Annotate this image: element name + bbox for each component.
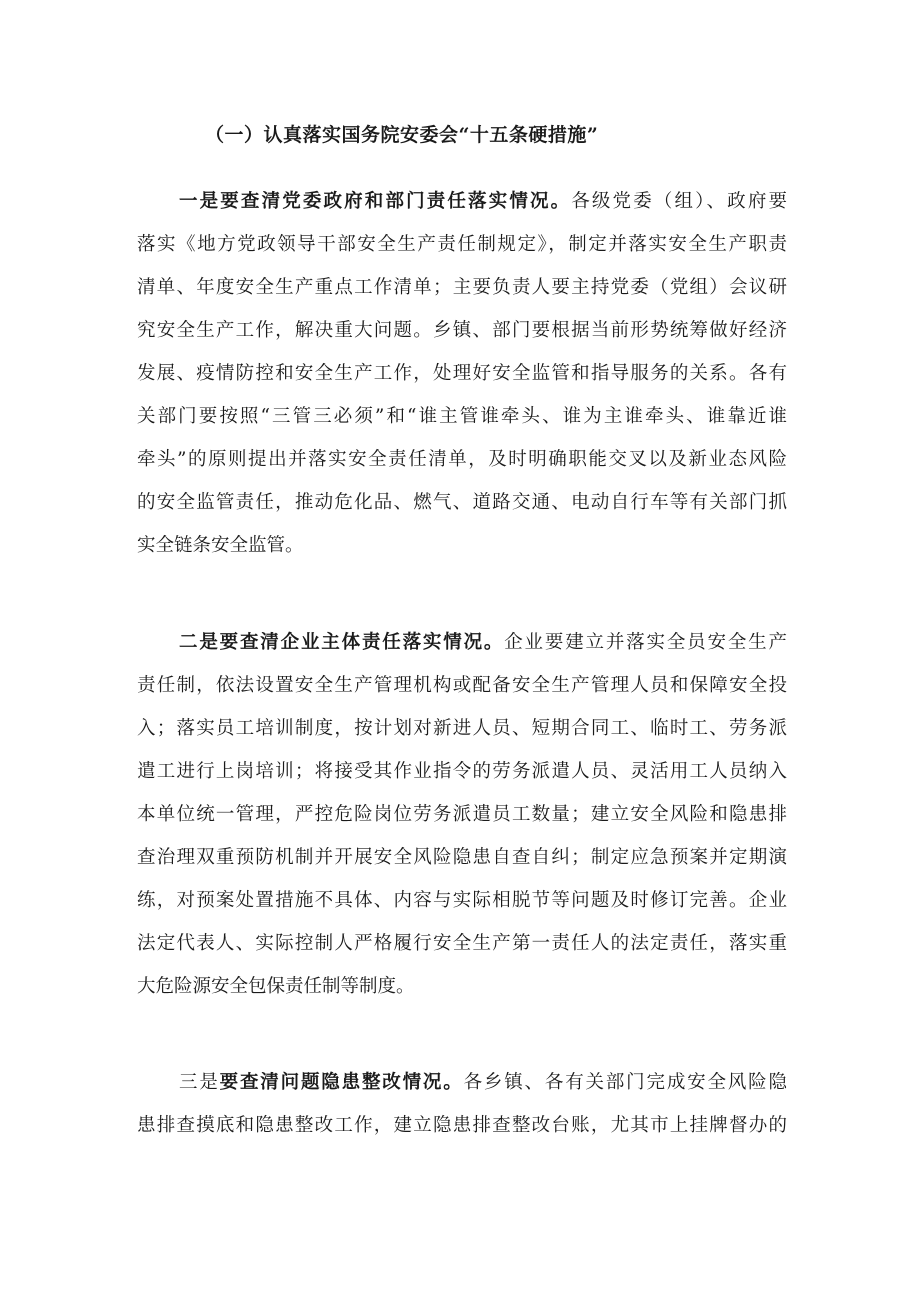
paragraph-line: 患排查摸底和隐患整改工作，建立隐患排查整改台账，尤其市上挂牌督办的 xyxy=(137,1115,787,1136)
paragraph-1 xyxy=(137,180,787,567)
paragraph-line: 责任制，依法设置安全生产管理机构或配备安全生产管理人员和保障安全投 xyxy=(137,675,787,696)
paragraph-line: 查治理双重预防机制并开展安全风险隐患自查自纠；制定应急预案并定期演 xyxy=(137,847,787,868)
paragraph-line: 落实《地方党政领导干部安全生产责任制规定》，制定并落实安全生产职责 xyxy=(137,234,787,255)
paragraph-2 xyxy=(137,621,787,1008)
paragraph-lead: 要查清问题隐患整改情况。 xyxy=(219,1072,464,1093)
paragraph-line: 牵头”的原则提出并落实安全责任清单，及时明确职能交叉以及新业态风险 xyxy=(137,449,787,470)
paragraph-line: 大危险源安全包保责任制等制度。 xyxy=(137,976,415,997)
paragraph-line: 究安全生产工作，解决重大问题。乡镇、部门要根据当前形势统筹做好经济 xyxy=(137,320,787,341)
paragraph-line: 的安全监管责任，推动危化品、燃气、道路交通、电动自行车等有关部门抓 xyxy=(137,492,787,513)
paragraph-line: 本单位统一管理，严控危险岗位劳务派遣员工数量；建立安全风险和隐患排 xyxy=(137,804,787,825)
paragraph-lead: 二是要查清企业主体责任落实情况。 xyxy=(179,632,505,653)
paragraph-lead: 一是要查清党委政府和部门责任落实情况。 xyxy=(179,191,572,212)
paragraph-line: 发展、疫情防控和安全生产工作，处理好安全监管和指导服务的关系。各有 xyxy=(137,363,787,384)
paragraph-text: 企业要建立并落实全员安全生产 xyxy=(504,632,787,653)
paragraph-line xyxy=(137,1061,787,1104)
paragraph-line xyxy=(137,621,787,664)
paragraph-line xyxy=(137,180,787,223)
paragraph-line: 清单、年度安全生产重点工作清单；主要负责人要主持党委（党组）会议研 xyxy=(137,277,787,298)
paragraph-lead-plain: 三是 xyxy=(179,1072,220,1093)
paragraph-text: 各级党委（组）、政府要 xyxy=(571,191,787,212)
paragraph-text: 各乡镇、各有关部门完成安全风险隐 xyxy=(463,1072,787,1093)
paragraph-line: 遣工进行上岗培训；将接受其作业指令的劳务派遣人员、灵活用工人员纳入 xyxy=(137,761,787,782)
paragraph-line: 入；落实员工培训制度，按计划对新进人员、短期合同工、临时工、劳务派 xyxy=(137,718,787,739)
paragraph-3 xyxy=(137,1061,787,1147)
paragraph-line: 关部门要按照“三管三必须”和“谁主管谁牵头、谁为主谁牵头、谁靠近谁 xyxy=(137,406,787,427)
paragraph-line: 实全链条安全监管。 xyxy=(137,535,304,556)
paragraph-line: 练，对预案处置措施不具体、内容与实际相脱节等问题及时修订完善。企业 xyxy=(137,890,787,911)
section-heading: （一）认真落实国务院安委会“十五条硬措施” xyxy=(205,124,599,146)
paragraph-line: 法定代表人、实际控制人严格履行安全生产第一责任人的法定责任，落实重 xyxy=(137,933,787,954)
